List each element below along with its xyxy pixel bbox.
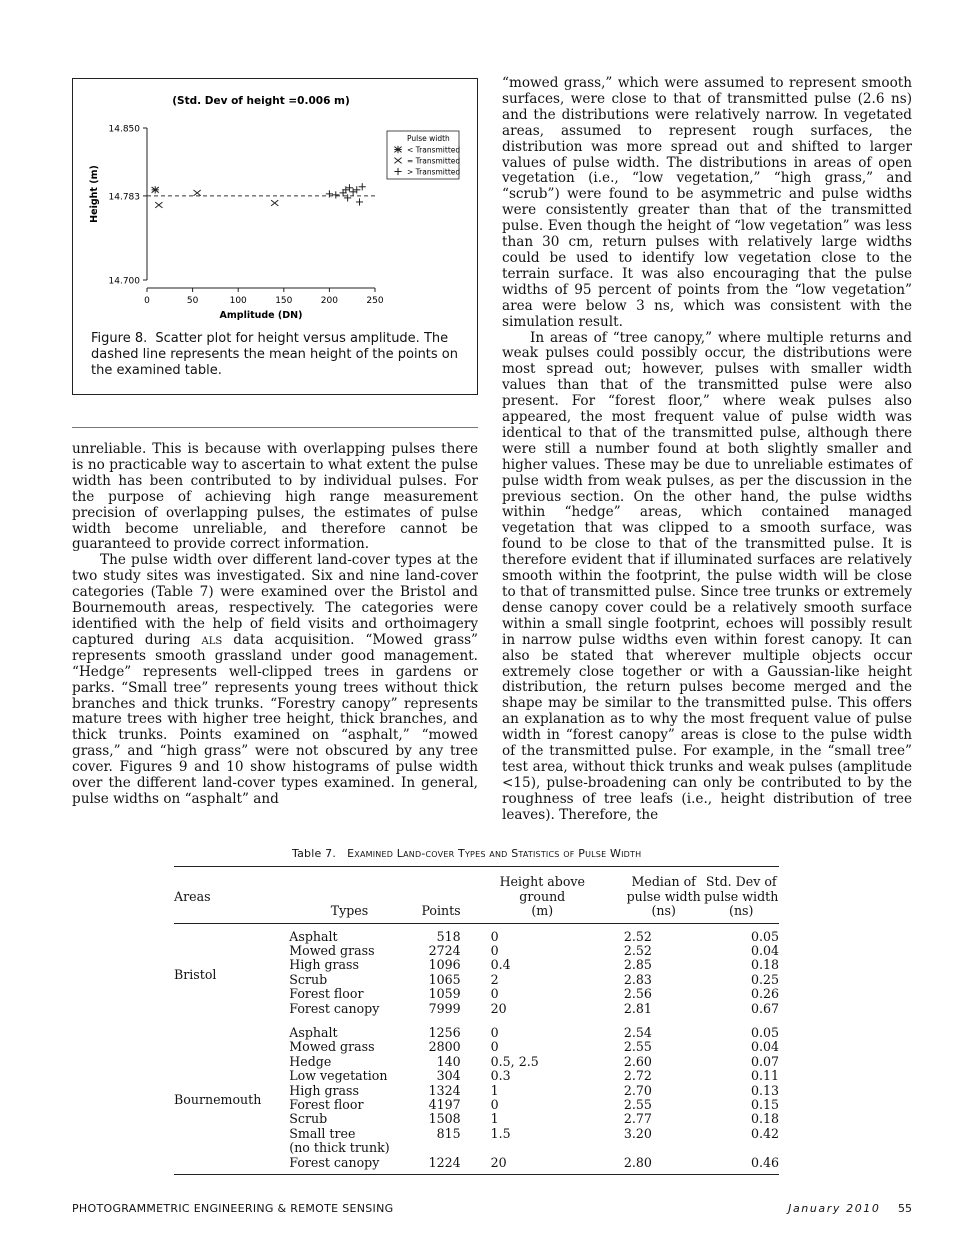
x-tick-label: 200 — [320, 296, 338, 306]
header-types: Types — [330, 903, 369, 918]
legend-title: Pulse width — [407, 134, 450, 143]
figure-caption-text: Scatter plot for height versus amplitude. The dashed line represents the mean height of the points on the examined table. — [91, 331, 459, 378]
paragraph: “mowed grass,” which were assumed to represent smooth surfaces, were close to that of transmitted pulse (2.6 ns) and the distributions were relatively narrow. In vegetated areas, assumed to represent rough surfaces, the distribution was more spread out and shifted to larger values of pulse width. The distributions in areas of open vegetation (i.e., “low vegetation,” “high grass,” and “scrub”) were found to be asymmetric and pulse widths were consistently greater than that of the transmitted pulse. Even though the height of “low vegetation” was less than 30 cm, return pulses with relatively large widths could be used to identify low vegetation close to the terrain surface. It was also encouraging that the pulse widths of 95 percent of points from the “low vegetation” area were below 3 ns, which was consistent with the simulation result. — [502, 75, 912, 330]
figure-caption — [91, 331, 471, 379]
page-number: 55 — [898, 1202, 912, 1215]
journal-name: PHOTOGRAMMETRIC ENGINEERING & REMOTE SENSING — [72, 1202, 394, 1215]
page-footer — [788, 1202, 912, 1215]
table-group-bournemouth — [174, 1020, 779, 1175]
x-tick-label: 250 — [366, 296, 384, 306]
x-tick-label: 100 — [229, 296, 247, 306]
left-column — [72, 442, 478, 808]
header-median: Median of pulse width (ns) — [626, 874, 701, 918]
y-axis-label: Height (m) — [89, 165, 100, 223]
table-row: Mowed grass 2724 0 2.52 0.04 — [289, 942, 779, 958]
figure-8 — [72, 78, 478, 395]
paragraph: unreliable. This is because with overlapping pulses there is no practicable way to ascertain to what extent the pulse width has been contributed to by individual pulses. For the purpose of achieving high range measurement precision of overlapping pulses, the estimates of pulse width become unreliable, and therefore cannot be guaranteed to provide correct information. — [72, 441, 478, 553]
paragraph: In areas of “tree canopy,” where multiple returns and weak pulses could possibly occur, the distributions were most spread out; however, pulses with smaller width values than that of the transmitted pulse were also present. For “forest floor,” where weak pulses also appeared, the most frequent value of pulse width was identical to that of the transmitted pulse, although there were still a number found at both slightly smaller and higher values. These may be due to unreliable estimates of pulse width from weak pulses, as per the discussion in the previous section. On the other hand, the pulse widths within “hedge” areas, which contained managed vegetation that was clipped to a smooth surface, was found to be close to that of the transmitted pulse. It is therefore evident that if illuminated surfaces are relatively smooth within the footprint, the pulse width will be close to that of transmitted pulse. Since tree trunks or extremely dense canopy cover could be a relatively smooth surface within a small single footprint, echoes will possibly result in narrow pulse widths even within forest canopy. It can also be stated that wherever multiple objects occur extremely close together or with a Gaussian-like height distribution, the return pulses become merged and the shape may be similar to the transmitted pulse. This offers an explanation as to why the most frequent value of pulse width in “forest canopy” areas is close to the pulse width of the transmitted pulse. For example, in the “small tree” test area, without thick trunks and weak pulses (amplitude <15), pulse-broadening can only be contributed to by the roughness of tree leafs (i.e., height distribution of tree leaves). Therefore, the — [502, 329, 912, 823]
right-column — [502, 76, 912, 824]
table-row: Scrub 1508 1 2.77 0.18 — [289, 1111, 779, 1127]
legend-marker-asterisk — [394, 146, 401, 153]
table-row: Forest floor 1059 0 2.56 0.26 — [289, 986, 779, 1002]
y-tick-label: 14.850 — [108, 124, 140, 135]
table-row: High grass 1096 0.4 2.85 0.18 — [289, 957, 779, 973]
figure-divider — [72, 427, 478, 428]
data-point-x — [271, 200, 278, 206]
legend-entry: > Transmitted — [407, 167, 461, 177]
header-height: Height above ground (m) — [499, 874, 585, 918]
table-row: Forest canopy 1224 20 2.80 0.46 — [289, 1154, 779, 1170]
table-row: Bournemouth Asphalt 1256 0 2.54 0.05 — [174, 1020, 779, 1040]
table-group-bristol — [174, 923, 779, 1020]
y-tick-label: 14.783 — [108, 192, 140, 203]
header-points: Points — [421, 903, 461, 918]
table-row: Bristol Asphalt 518 0 2.52 0.05 — [174, 923, 779, 944]
chart-title: (Std. Dev of height =0.006 m) — [172, 95, 350, 107]
table-row: Hedge 140 0.5, 2.5 2.60 0.07 — [289, 1053, 779, 1069]
header-std-dev: Std. Dev of pulse width (ns) — [704, 874, 779, 918]
table-row: Forest floor 4197 0 2.55 0.15 — [289, 1096, 779, 1112]
table-row: Forest canopy 7999 20 2.81 0.67 — [289, 1000, 779, 1016]
table-title: Examined Land-cover Types and Statistics of Pulse Width — [347, 847, 642, 860]
data-point-plus — [332, 191, 339, 198]
x-axis-label: Amplitude (DN) — [219, 310, 303, 321]
area-cell: Bristol — [174, 966, 217, 982]
y-tick-label: 14.700 — [108, 276, 140, 287]
paragraph: The pulse width over different land-cover types at the two study sites was investigated. Six and nine land-cover categories (Table 7) were examined over the Bristol and Bournemouth areas, respectively. The categories were identified with the help of field visits and orthoimagery captured during als data acquisition. “Mowed grass” represents smooth grassland under good management. “Hedge” represents well-clipped trees in gardens or parks. “Small tree” represents young trees without thick branches and thick trunks. “Forestry canopy” represents mature trees with higher tree height, thick branches, and thick trunks. Points examined on “asphalt,” “mowed grass,” and “high grass” were not obscured by any tree cover. Figures 9 and 10 show histograms of pulse width over the different land-cover types examined. In general, pulse widths on “asphalt” and — [72, 552, 478, 807]
table-row: Small tree 815 1.5 3.20 0.42 — [289, 1125, 779, 1141]
figure-label: Figure 8. — [91, 331, 148, 346]
legend-entry: = Transmitted — [407, 156, 461, 166]
data-point-plus — [359, 183, 366, 190]
table-7 — [174, 866, 779, 1175]
area-cell: Bournemouth — [174, 1091, 262, 1107]
header-areas: Areas — [174, 888, 211, 904]
table-row: Mowed grass 2800 0 2.55 0.04 — [289, 1039, 779, 1055]
table-label: Table 7. — [292, 847, 337, 860]
data-point-asterisk — [152, 186, 159, 193]
scatter-chart — [73, 79, 477, 329]
table-row: High grass 1324 1 2.70 0.13 — [289, 1082, 779, 1098]
data-point-plus — [356, 198, 363, 205]
data-point-x — [155, 202, 162, 208]
table-header-row — [174, 867, 779, 924]
x-tick-label: 50 — [186, 296, 199, 306]
table-caption — [292, 847, 641, 860]
issue-date: January 2010 — [788, 1202, 881, 1215]
table-row: (no thick trunk) — [289, 1140, 390, 1156]
table-row: Scrub 1065 2 2.83 0.25 — [289, 971, 779, 987]
legend-entry: < Transmitted — [407, 145, 461, 155]
x-tick-label: 150 — [275, 296, 293, 306]
x-tick-label: 0 — [144, 296, 150, 306]
data-point-x — [194, 190, 201, 196]
table-row: Low vegetation 304 0.3 2.72 0.11 — [289, 1068, 779, 1084]
